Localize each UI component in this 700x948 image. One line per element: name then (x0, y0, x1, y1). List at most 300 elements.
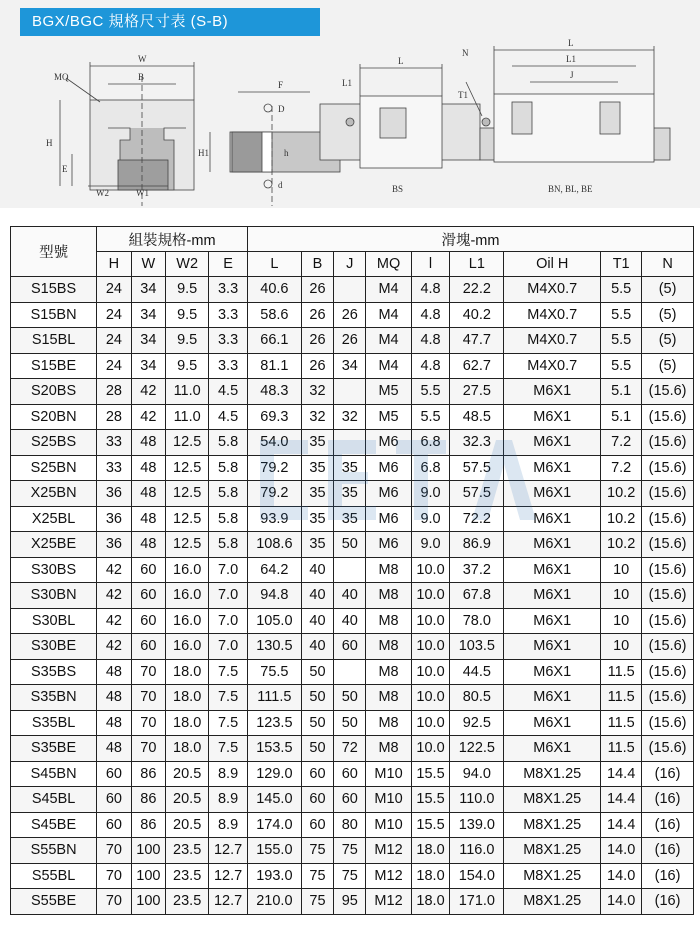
value-cell: (15.6) (642, 506, 694, 532)
value-cell: 16.0 (166, 583, 209, 609)
value-cell: 9.5 (166, 353, 209, 379)
value-cell: 34 (131, 277, 165, 303)
value-cell: 78.0 (450, 608, 504, 634)
value-cell: 35 (301, 455, 333, 481)
value-cell: 130.5 (247, 634, 301, 660)
header-assembly: 組裝規格-mm (97, 227, 248, 252)
value-cell: M8 (366, 710, 411, 736)
value-cell: 15.5 (411, 787, 450, 813)
value-cell: 60 (301, 787, 333, 813)
value-cell: 64.2 (247, 557, 301, 583)
value-cell: (16) (642, 761, 694, 787)
value-cell: 48 (131, 430, 165, 456)
table-row (11, 277, 694, 303)
value-cell: 42 (97, 583, 131, 609)
value-cell: 210.0 (247, 889, 301, 915)
value-cell: 28 (97, 404, 131, 430)
value-cell: 44.5 (450, 659, 504, 685)
value-cell: 11.0 (166, 404, 209, 430)
value-cell: 7.5 (209, 736, 248, 762)
table-row (11, 379, 694, 405)
column-header: W2 (166, 252, 209, 277)
value-cell: (15.6) (642, 634, 694, 660)
value-cell: M12 (366, 863, 411, 889)
value-cell: 111.5 (247, 685, 301, 711)
value-cell: 10 (601, 557, 642, 583)
table-row (11, 812, 694, 838)
value-cell: 70 (131, 710, 165, 736)
value-cell: 139.0 (450, 812, 504, 838)
table-row (11, 302, 694, 328)
value-cell: M8X1.25 (504, 863, 601, 889)
table-row (11, 404, 694, 430)
value-cell: (15.6) (642, 455, 694, 481)
model-cell: S35BE (11, 736, 97, 762)
model-cell: S30BL (11, 608, 97, 634)
value-cell: 10 (601, 583, 642, 609)
value-cell: 70 (97, 889, 131, 915)
value-cell: 47.7 (450, 328, 504, 354)
value-cell: 174.0 (247, 812, 301, 838)
column-header: H (97, 252, 131, 277)
value-cell: 70 (131, 736, 165, 762)
value-cell: 86 (131, 787, 165, 813)
value-cell: 10.2 (601, 506, 642, 532)
value-cell: 42 (131, 379, 165, 405)
column-header: L (247, 252, 301, 277)
label-n: N (462, 48, 469, 58)
value-cell: 105.0 (247, 608, 301, 634)
value-cell: 145.0 (247, 787, 301, 813)
label-h-small: h (284, 148, 289, 158)
value-cell: 34 (131, 353, 165, 379)
value-cell: 18.0 (411, 838, 450, 864)
table-row (11, 634, 694, 660)
table-row (11, 353, 694, 379)
value-cell: M6X1 (504, 506, 601, 532)
value-cell: 10.0 (411, 659, 450, 685)
value-cell: 40 (301, 608, 333, 634)
value-cell: M6 (366, 506, 411, 532)
model-cell: S45BL (11, 787, 97, 813)
value-cell: 16.0 (166, 557, 209, 583)
value-cell: 6.8 (411, 455, 450, 481)
value-cell: 50 (301, 685, 333, 711)
value-cell: 23.5 (166, 863, 209, 889)
value-cell: 9.0 (411, 481, 450, 507)
value-cell: 26 (301, 302, 333, 328)
value-cell: 23.5 (166, 838, 209, 864)
header-block: 滑塊-mm (247, 227, 693, 252)
table-row (11, 608, 694, 634)
value-cell: 79.2 (247, 455, 301, 481)
value-cell: 12.5 (166, 430, 209, 456)
value-cell: 153.5 (247, 736, 301, 762)
value-cell: 35 (301, 506, 333, 532)
value-cell: 60 (301, 812, 333, 838)
value-cell: 40.2 (450, 302, 504, 328)
value-cell: 48.3 (247, 379, 301, 405)
value-cell: 60 (301, 761, 333, 787)
value-cell: M4 (366, 277, 411, 303)
value-cell: M8 (366, 608, 411, 634)
value-cell: 26 (301, 353, 333, 379)
value-cell: (15.6) (642, 736, 694, 762)
value-cell: 72 (334, 736, 366, 762)
value-cell: 14.0 (601, 838, 642, 864)
value-cell: 11.5 (601, 685, 642, 711)
value-cell: 9.5 (166, 277, 209, 303)
value-cell: 48 (131, 481, 165, 507)
value-cell: 9.0 (411, 532, 450, 558)
value-cell: M6 (366, 430, 411, 456)
value-cell (334, 430, 366, 456)
model-cell: S55BN (11, 838, 97, 864)
value-cell: 40 (301, 634, 333, 660)
value-cell: 75 (334, 863, 366, 889)
value-cell: 48 (97, 685, 131, 711)
value-cell: M5 (366, 379, 411, 405)
value-cell: 79.2 (247, 481, 301, 507)
value-cell: 22.2 (450, 277, 504, 303)
model-cell: S25BS (11, 430, 97, 456)
value-cell: 40 (334, 583, 366, 609)
value-cell: 62.7 (450, 353, 504, 379)
value-cell: 48.5 (450, 404, 504, 430)
value-cell: 129.0 (247, 761, 301, 787)
value-cell: 42 (97, 634, 131, 660)
group-header-row (11, 227, 694, 252)
value-cell: M6X1 (504, 379, 601, 405)
value-cell: 42 (131, 404, 165, 430)
value-cell: 16.0 (166, 634, 209, 660)
label-f: F (278, 80, 284, 90)
value-cell: 32 (301, 404, 333, 430)
value-cell: 11.5 (601, 710, 642, 736)
value-cell: M6 (366, 455, 411, 481)
model-cell: X25BE (11, 532, 97, 558)
header-model: 型號 (11, 227, 97, 277)
value-cell: 14.4 (601, 761, 642, 787)
value-cell: 5.8 (209, 481, 248, 507)
column-header: L1 (450, 252, 504, 277)
value-cell: 60 (334, 634, 366, 660)
value-cell: 15.5 (411, 761, 450, 787)
spec-title: BGX/BGC 規格尺寸表 (S-B) (20, 8, 320, 36)
column-header-row (11, 252, 694, 277)
value-cell: 24 (97, 328, 131, 354)
value-cell: (5) (642, 302, 694, 328)
value-cell: 60 (97, 812, 131, 838)
value-cell: 37.2 (450, 557, 504, 583)
label-l1-left: L1 (342, 78, 352, 88)
column-header: l (411, 252, 450, 277)
value-cell: M8X1.25 (504, 761, 601, 787)
table-row (11, 685, 694, 711)
value-cell: M8X1.25 (504, 812, 601, 838)
value-cell: 57.5 (450, 455, 504, 481)
table-row (11, 761, 694, 787)
value-cell: M8 (366, 659, 411, 685)
model-cell: S15BS (11, 277, 97, 303)
value-cell: 11.0 (166, 379, 209, 405)
value-cell: 3.3 (209, 328, 248, 354)
model-cell: S15BN (11, 302, 97, 328)
value-cell: 18.0 (411, 863, 450, 889)
model-cell: S45BE (11, 812, 97, 838)
value-cell: M6X1 (504, 685, 601, 711)
value-cell: 32 (334, 404, 366, 430)
table-row (11, 532, 694, 558)
value-cell: 28 (97, 379, 131, 405)
value-cell: 50 (301, 710, 333, 736)
value-cell: 7.0 (209, 608, 248, 634)
label-h1: H1 (198, 148, 209, 158)
value-cell: 80 (334, 812, 366, 838)
label-l1-right: L1 (566, 54, 576, 64)
value-cell: 81.1 (247, 353, 301, 379)
value-cell: (15.6) (642, 659, 694, 685)
value-cell: 100 (131, 863, 165, 889)
value-cell: 5.8 (209, 506, 248, 532)
value-cell: M4 (366, 302, 411, 328)
value-cell: 33 (97, 430, 131, 456)
label-l-right: L (568, 38, 574, 48)
value-cell: 7.5 (209, 685, 248, 711)
value-cell: 9.5 (166, 302, 209, 328)
value-cell: 50 (301, 736, 333, 762)
value-cell: M6X1 (504, 634, 601, 660)
value-cell: 155.0 (247, 838, 301, 864)
value-cell: 70 (131, 659, 165, 685)
value-cell: 80.5 (450, 685, 504, 711)
value-cell: M8X1.25 (504, 838, 601, 864)
value-cell: 5.8 (209, 532, 248, 558)
value-cell: M8 (366, 583, 411, 609)
column-header: J (334, 252, 366, 277)
value-cell: 108.6 (247, 532, 301, 558)
column-header: T1 (601, 252, 642, 277)
model-cell: X25BN (11, 481, 97, 507)
value-cell: 60 (97, 761, 131, 787)
value-cell: 11.5 (601, 659, 642, 685)
value-cell: 36 (97, 532, 131, 558)
value-cell: 7.0 (209, 557, 248, 583)
value-cell: 12.7 (209, 838, 248, 864)
value-cell: 60 (131, 583, 165, 609)
value-cell: 86 (131, 761, 165, 787)
model-cell: S20BS (11, 379, 97, 405)
table-row (11, 710, 694, 736)
value-cell: 75 (301, 838, 333, 864)
value-cell: 3.3 (209, 302, 248, 328)
column-header: E (209, 252, 248, 277)
value-cell: (15.6) (642, 404, 694, 430)
technical-drawing (0, 36, 700, 208)
value-cell: 36 (97, 481, 131, 507)
table-row (11, 583, 694, 609)
value-cell: 60 (334, 761, 366, 787)
value-cell: 24 (97, 302, 131, 328)
value-cell (334, 277, 366, 303)
value-cell: 10.0 (411, 685, 450, 711)
value-cell: 60 (131, 634, 165, 660)
value-cell: 12.7 (209, 863, 248, 889)
value-cell: 40 (301, 583, 333, 609)
value-cell: 35 (334, 455, 366, 481)
value-cell: (15.6) (642, 430, 694, 456)
value-cell: M8X1.25 (504, 889, 601, 915)
value-cell: 16.0 (166, 608, 209, 634)
value-cell: 5.5 (411, 379, 450, 405)
value-cell: 26 (334, 302, 366, 328)
value-cell: 54.0 (247, 430, 301, 456)
value-cell: 10.0 (411, 608, 450, 634)
label-t1: T1 (458, 90, 468, 100)
value-cell: 7.2 (601, 430, 642, 456)
value-cell: 5.1 (601, 379, 642, 405)
value-cell: (16) (642, 889, 694, 915)
value-cell: (15.6) (642, 608, 694, 634)
value-cell: 8.9 (209, 761, 248, 787)
value-cell: 7.5 (209, 659, 248, 685)
value-cell: 171.0 (450, 889, 504, 915)
value-cell: 70 (131, 685, 165, 711)
value-cell: (15.6) (642, 379, 694, 405)
value-cell: M6X1 (504, 557, 601, 583)
value-cell: 14.0 (601, 863, 642, 889)
value-cell: 5.5 (601, 328, 642, 354)
table-row (11, 455, 694, 481)
value-cell: 14.4 (601, 812, 642, 838)
value-cell: 24 (97, 277, 131, 303)
value-cell: 100 (131, 889, 165, 915)
value-cell: 12.5 (166, 532, 209, 558)
value-cell: 34 (131, 328, 165, 354)
value-cell: 6.8 (411, 430, 450, 456)
value-cell: 10.0 (411, 634, 450, 660)
table-row (11, 838, 694, 864)
value-cell: 75 (301, 863, 333, 889)
value-cell: 12.5 (166, 455, 209, 481)
value-cell: 94.0 (450, 761, 504, 787)
value-cell: M4X0.7 (504, 302, 601, 328)
value-cell: 5.8 (209, 455, 248, 481)
value-cell: 18.0 (166, 710, 209, 736)
value-cell (334, 379, 366, 405)
value-cell: (15.6) (642, 532, 694, 558)
value-cell: 18.0 (166, 659, 209, 685)
value-cell: M4X0.7 (504, 353, 601, 379)
value-cell: M4X0.7 (504, 328, 601, 354)
value-cell: 10.2 (601, 481, 642, 507)
value-cell: 32 (301, 379, 333, 405)
value-cell (334, 659, 366, 685)
value-cell: 7.5 (209, 710, 248, 736)
value-cell: 18.0 (166, 736, 209, 762)
value-cell: 7.2 (601, 455, 642, 481)
model-cell: S35BS (11, 659, 97, 685)
value-cell: 50 (301, 659, 333, 685)
value-cell: 70 (97, 838, 131, 864)
value-cell: M8 (366, 685, 411, 711)
value-cell: 69.3 (247, 404, 301, 430)
model-cell: S25BN (11, 455, 97, 481)
value-cell: M4 (366, 353, 411, 379)
value-cell: (15.6) (642, 685, 694, 711)
value-cell: 12.7 (209, 889, 248, 915)
model-cell: S30BS (11, 557, 97, 583)
value-cell: 9.0 (411, 506, 450, 532)
value-cell: 34 (334, 353, 366, 379)
value-cell: 50 (334, 685, 366, 711)
value-cell: 92.5 (450, 710, 504, 736)
label-mq: MQ (54, 72, 69, 82)
model-cell: S35BN (11, 685, 97, 711)
table-row (11, 328, 694, 354)
value-cell: 95 (334, 889, 366, 915)
value-cell: (5) (642, 353, 694, 379)
value-cell: 33 (97, 455, 131, 481)
spec-table (10, 226, 694, 915)
value-cell: 18.0 (166, 685, 209, 711)
value-cell: 94.8 (247, 583, 301, 609)
value-cell: M6 (366, 532, 411, 558)
column-header: MQ (366, 252, 411, 277)
value-cell: M10 (366, 812, 411, 838)
value-cell: 14.0 (601, 889, 642, 915)
value-cell: 4.8 (411, 328, 450, 354)
value-cell: M8 (366, 736, 411, 762)
column-header: N (642, 252, 694, 277)
value-cell: (15.6) (642, 481, 694, 507)
table-row (11, 863, 694, 889)
value-cell: (16) (642, 838, 694, 864)
value-cell: 122.5 (450, 736, 504, 762)
value-cell: 26 (334, 328, 366, 354)
value-cell: M4X0.7 (504, 277, 601, 303)
model-cell: S45BN (11, 761, 97, 787)
value-cell: 110.0 (450, 787, 504, 813)
value-cell: 20.5 (166, 812, 209, 838)
value-cell: 5.5 (601, 353, 642, 379)
label-w1: W1 (136, 188, 149, 198)
model-cell: S30BN (11, 583, 97, 609)
value-cell: 4.8 (411, 353, 450, 379)
value-cell: 10.0 (411, 583, 450, 609)
value-cell: 34 (131, 302, 165, 328)
value-cell: 86 (131, 812, 165, 838)
value-cell: 26 (301, 328, 333, 354)
label-l-left: L (398, 56, 404, 66)
value-cell: 93.9 (247, 506, 301, 532)
value-cell: 10.2 (601, 532, 642, 558)
value-cell: 5.5 (601, 277, 642, 303)
value-cell: 60 (131, 557, 165, 583)
value-cell: 35 (301, 532, 333, 558)
value-cell: 20.5 (166, 787, 209, 813)
model-cell: S15BL (11, 328, 97, 354)
table-row (11, 430, 694, 456)
value-cell: 35 (301, 430, 333, 456)
value-cell: 32.3 (450, 430, 504, 456)
value-cell: 50 (334, 532, 366, 558)
value-cell: (15.6) (642, 557, 694, 583)
value-cell: 40 (301, 557, 333, 583)
value-cell: 70 (97, 863, 131, 889)
label-bn-bl-be: BN, BL, BE (548, 184, 593, 194)
value-cell: 24 (97, 353, 131, 379)
